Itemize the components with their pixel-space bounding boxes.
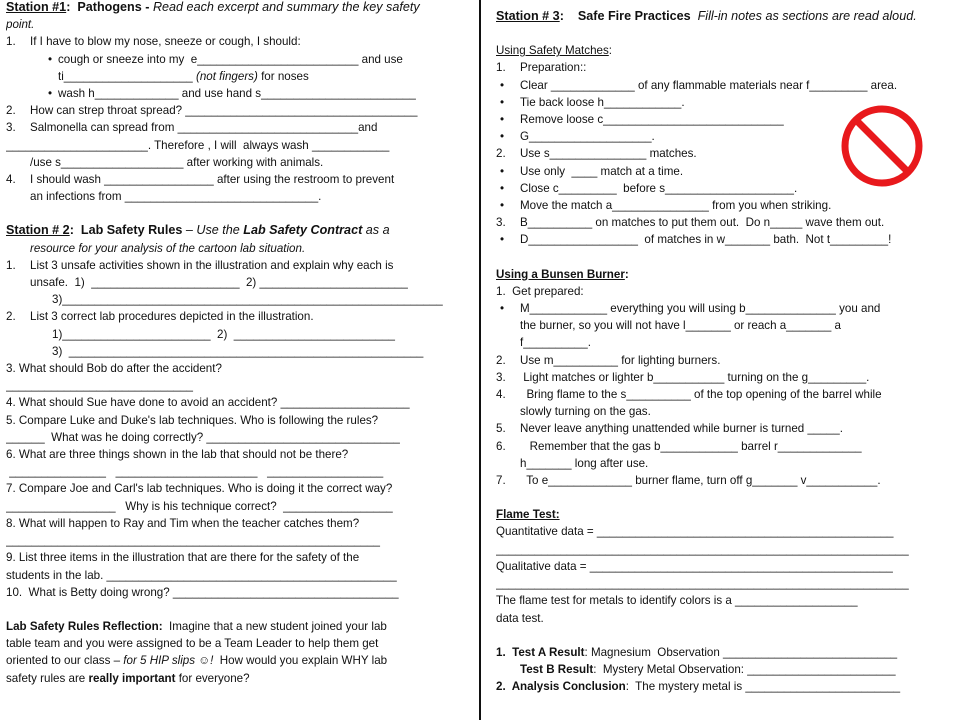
matches-step2: 2. Use s_______________ matches. (496, 147, 697, 161)
left-column (6, 0, 470, 687)
reflection-line4: safety rules are really important for everyone? (6, 671, 250, 685)
station2-q4: 4. What should Sue have done to avoid an accident? ____________________ (6, 396, 410, 410)
reflection-title: Lab Safety Rules Reflection: (6, 619, 163, 633)
station1-q1-bullet2: • wash h_____________ and use hand s________________________ (6, 85, 470, 102)
bunsen-step6-cont: h_______ long after use. (520, 456, 649, 470)
reflection-line2: table team and you were assigned to be a Team Leader to help them get (6, 637, 379, 651)
station2-q1-cont: unsafe. 1) _______________________ 2) _______________________ (30, 276, 408, 290)
station2-q6: 6. What are three things shown in the lab that should not be there? (6, 448, 349, 462)
flame-test-quantitative-line: ________________________________________________________________ (496, 542, 909, 556)
station2-q1-cont2: 3)___________________________________________________________ (52, 293, 443, 307)
station1-q3-cont2: /use s___________________ after working with animals. (30, 155, 324, 169)
station1-q1-bullet1: • cough or sneeze into my e_________________________ and use (6, 51, 470, 68)
matches-heading: Using Safety Matches: (496, 44, 613, 58)
flame-test-result-a: 1. Test A Result: Magnesium Observation ___________________________ (496, 645, 898, 659)
station1-q3: 3. Salmonella can spread from ____________________________and (6, 121, 378, 135)
station2-q9-cont: students in the lab. _____________________________________________ (6, 568, 397, 582)
matches-step1-bullet1: • Clear _____________ of any flammable materials near f_________ area. (496, 77, 952, 94)
matches-step3: 3. B__________ on matches to put them out. Do n_____ wave them out. (496, 216, 885, 230)
station1-q1-bullet1-cont: ti____________________ (not fingers) for noses (58, 69, 309, 83)
spacer (496, 627, 952, 644)
reflection-line1: Lab Safety Rules Reflection: Imagine that a new student joined your lab (6, 619, 387, 633)
station2-q9: 9. List three items in the illustration that are there for the safety of the (6, 551, 360, 565)
column-divider (479, 0, 481, 720)
bunsen-step4: 4. Bring flame to the s__________ of the top opening of the barrel while (496, 388, 882, 402)
spacer (496, 249, 952, 266)
station1-q4-cont: an infections from ______________________________. (30, 190, 322, 204)
station2-q3: 3. What should Bob do after the accident? (6, 362, 222, 376)
station2-q7-cont: _________________ Why is his technique correct? _________________ (6, 499, 393, 513)
spacer (496, 0, 952, 8)
prohibition-icon (840, 104, 924, 188)
spacer (6, 205, 470, 222)
prohibition-slash (856, 120, 908, 172)
station2-q2: 2. List 3 correct lab procedures depicted in the illustration. (6, 310, 314, 324)
flame-test-conclusion: 2. Analysis Conclusion: The mystery metal is ________________________ (496, 680, 901, 694)
spacer (496, 489, 952, 506)
station2-q8: 8. What will happen to Ray and Tim when the teacher catches them? (6, 516, 360, 530)
station1-q4: 4. I should wash _________________ after using the restroom to prevent (6, 173, 395, 187)
bunsen-step2: 2. Use m__________ for lighting burners. (496, 353, 721, 367)
flame-test-metals-cont: data test. (496, 611, 544, 625)
station2-q3-line: _____________________________ (6, 379, 193, 393)
station2-q7: 7. Compare Joe and Carl's lab techniques. Who is doing it the correct way? (6, 482, 393, 496)
matches-step2-bullet2: • Close c_________ before s____________________. (496, 180, 952, 197)
matches-step2-bullet1: • Use only ____ match at a time. (496, 163, 952, 180)
bunsen-step3: 3. Light matches or lighter b___________ turning on the g_________. (496, 370, 870, 384)
station2-q2-cont: 1)_______________________ 2) _________________________ (52, 327, 396, 341)
bunsen-step4-cont: slowly turning on the gas. (520, 405, 651, 419)
flame-test-qualitative-line: ________________________________________________________________ (496, 577, 909, 591)
bunsen-step5: 5. Never leave anything unattended while burner is turned _____. (496, 422, 843, 436)
station2-q1: 1. List 3 unsafe activities shown in the illustration and explain why each is (6, 258, 394, 272)
bunsen-step7: 7. To e_____________ burner flame, turn off g_______ v___________. (496, 474, 881, 488)
matches-step1-bullet4: • G___________________. (496, 128, 952, 145)
station2-heading: Station # 2: Lab Safety Rules – Use the Lab Safety Contract as a (6, 223, 390, 238)
station2-q5-cont: ______ What was he doing correctly? ______________________________ (6, 430, 400, 444)
matches-step1-bullet2: • Tie back loose h____________. (496, 94, 952, 111)
matches-step3-bullet1: • D_________________ of matches in w_______ bath. Not t_________! (496, 231, 952, 248)
bunsen-step1: 1. Get prepared: (496, 284, 584, 298)
station2-q5: 5. Compare Luke and Duke's lab techniques. Who is following the rules? (6, 413, 379, 427)
reflection-line3: oriented to our class – for 5 HIP slips ☺! How would you explain WHY lab (6, 654, 388, 668)
matches-step1: 1. Preparation:: (496, 61, 587, 75)
station2-q2-cont2: 3) _______________________________________________________ (52, 344, 424, 358)
matches-step2-bullet3: • Move the match a_______________ from you when striking. (496, 197, 952, 214)
flame-test-metals: The flame test for metals to identify colors is a ___________________ (496, 594, 858, 608)
bunsen-step1-bullet1-cont2: f__________. (520, 336, 591, 350)
bunsen-step6: 6. Remember that the gas b____________ barrel r_____________ (496, 439, 862, 453)
station3-heading: Station # 3: Safe Fire Practices Fill-in notes as sections are read aloud. (496, 9, 917, 23)
station1-q3-cont: ______________________. Therefore , I will always wash ____________ (6, 138, 390, 152)
spacer (496, 25, 952, 42)
matches-step1-bullet3: • Remove loose c____________________________ (496, 111, 952, 128)
bunsen-heading: Using a Bunsen Burner: (496, 267, 629, 281)
flame-test-result-b: Test B Result: Mystery Metal Observation: _______________________ (520, 662, 896, 676)
flame-test-qualitative: Qualitative data = _______________________________________________ (496, 559, 893, 573)
station1-heading: Station #1: Pathogens - Read each excerpt and summary the key safety (6, 0, 420, 14)
bunsen-step1-bullet1-cont: the burner, so you will not have l_______ or reach a_______ a (520, 319, 841, 333)
station1-q2: 2. How can strep throat spread? ____________________________________ (6, 104, 418, 118)
station2-instruction-cont: resource for your analysis of the cartoon lab situation. (30, 241, 306, 255)
station1-instruction-cont: point. (6, 18, 35, 32)
station2-q6-cont: _______________ ______________________ __________________ (6, 465, 384, 479)
station2-q8-line: __________________________________________________________ (6, 534, 380, 548)
station1-q1: 1. If I have to blow my nose, sneeze or cough, I should: (6, 35, 301, 49)
bunsen-step1-bullet1: • M____________ everything you will using b______________ you and (496, 300, 952, 317)
flame-test-heading: Flame Test: (496, 508, 560, 522)
flame-test-quantitative: Quantitative data = ______________________________________________ (496, 525, 894, 539)
station2-q10: 10. What is Betty doing wrong? ___________________________________ (6, 585, 399, 599)
spacer (6, 601, 470, 618)
